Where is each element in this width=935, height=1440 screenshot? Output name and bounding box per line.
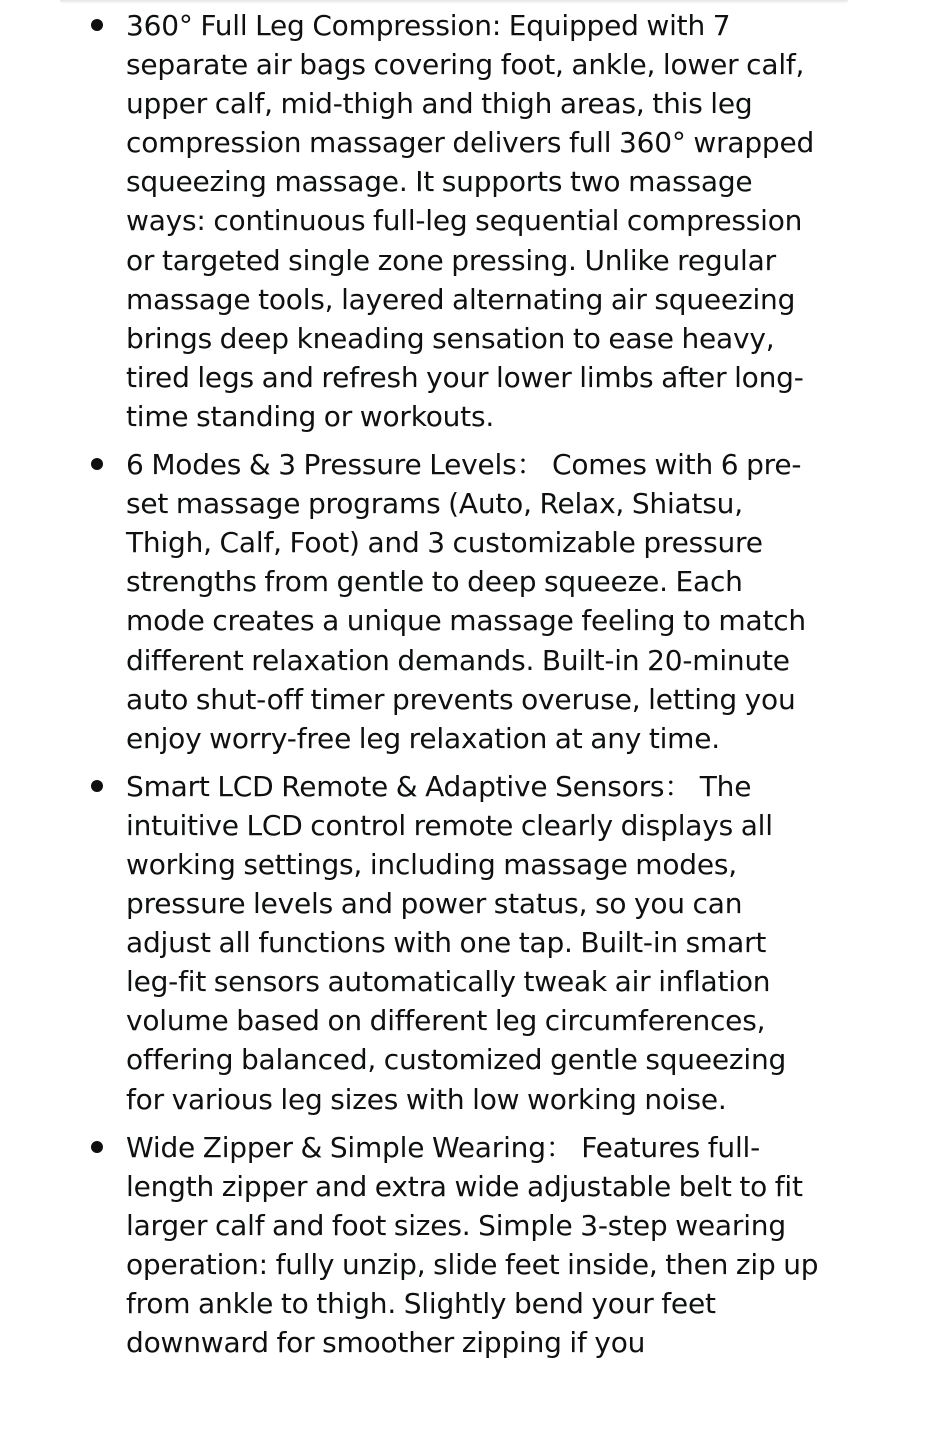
bullet-dot-icon	[91, 1141, 103, 1153]
feature-bullet-text: 6 Modes & 3 Pressure Levels： Comes with 6 pre-set massage programs (Auto, Relax, Shiatsu, Thigh, Calf, Foot) and 3 customizable pressure strengths from gentle to deep squeeze. Each mode creates a unique massage feeling to match different relaxation demands. Built-in 20-minute auto shut-off timer prevents overuse, letting you enjoy worry-free leg relaxation at any time.	[126, 448, 806, 755]
feature-bullet-4	[0, 1128, 935, 1363]
feature-bullets-list	[0, 6, 935, 1371]
bullet-dot-icon	[91, 19, 103, 31]
bullet-dot-icon	[91, 780, 103, 792]
feature-bullet-text: Wide Zipper & Simple Wearing： Features full-length zipper and extra wide adjustable belt to fit larger calf and foot sizes. Simple 3-step wearing operation: fully unzip, slide feet inside, then zip up from ankle to thigh. Slightly bend your feet downward for smoother zipping if you	[126, 1130, 819, 1360]
feature-bullet-1	[0, 6, 935, 436]
bullet-dot-icon	[91, 458, 103, 470]
feature-bullet-3	[0, 767, 935, 1119]
feature-bullet-text: Smart LCD Remote & Adaptive Sensors： The intuitive LCD control remote clearly displays all working settings, including massage modes, pressure levels and power status, so you can adjust all functions with one tap. Built-in smart leg-fit sensors automatically tweak air inflation volume based on different leg circumferences, offering balanced, customized gentle squeezing for various leg sizes with low working noise.	[126, 769, 787, 1116]
feature-bullet-2	[0, 445, 935, 758]
card-top-shadow	[60, 0, 848, 4]
feature-bullet-text: 360° Full Leg Compression: Equipped with 7 separate air bags covering foot, ankle, lower calf, upper calf, mid-thigh and thigh areas, this leg compression massager delivers full 360° wrapped squeezing massage. It supports two massage ways: continuous full-leg sequential compression or targeted single zone pressing. Unlike regular massage tools, layered alternating air squeezing brings deep kneading sensation to ease heavy, tired legs and refresh your lower limbs after long-time standing or workouts.	[126, 9, 815, 433]
